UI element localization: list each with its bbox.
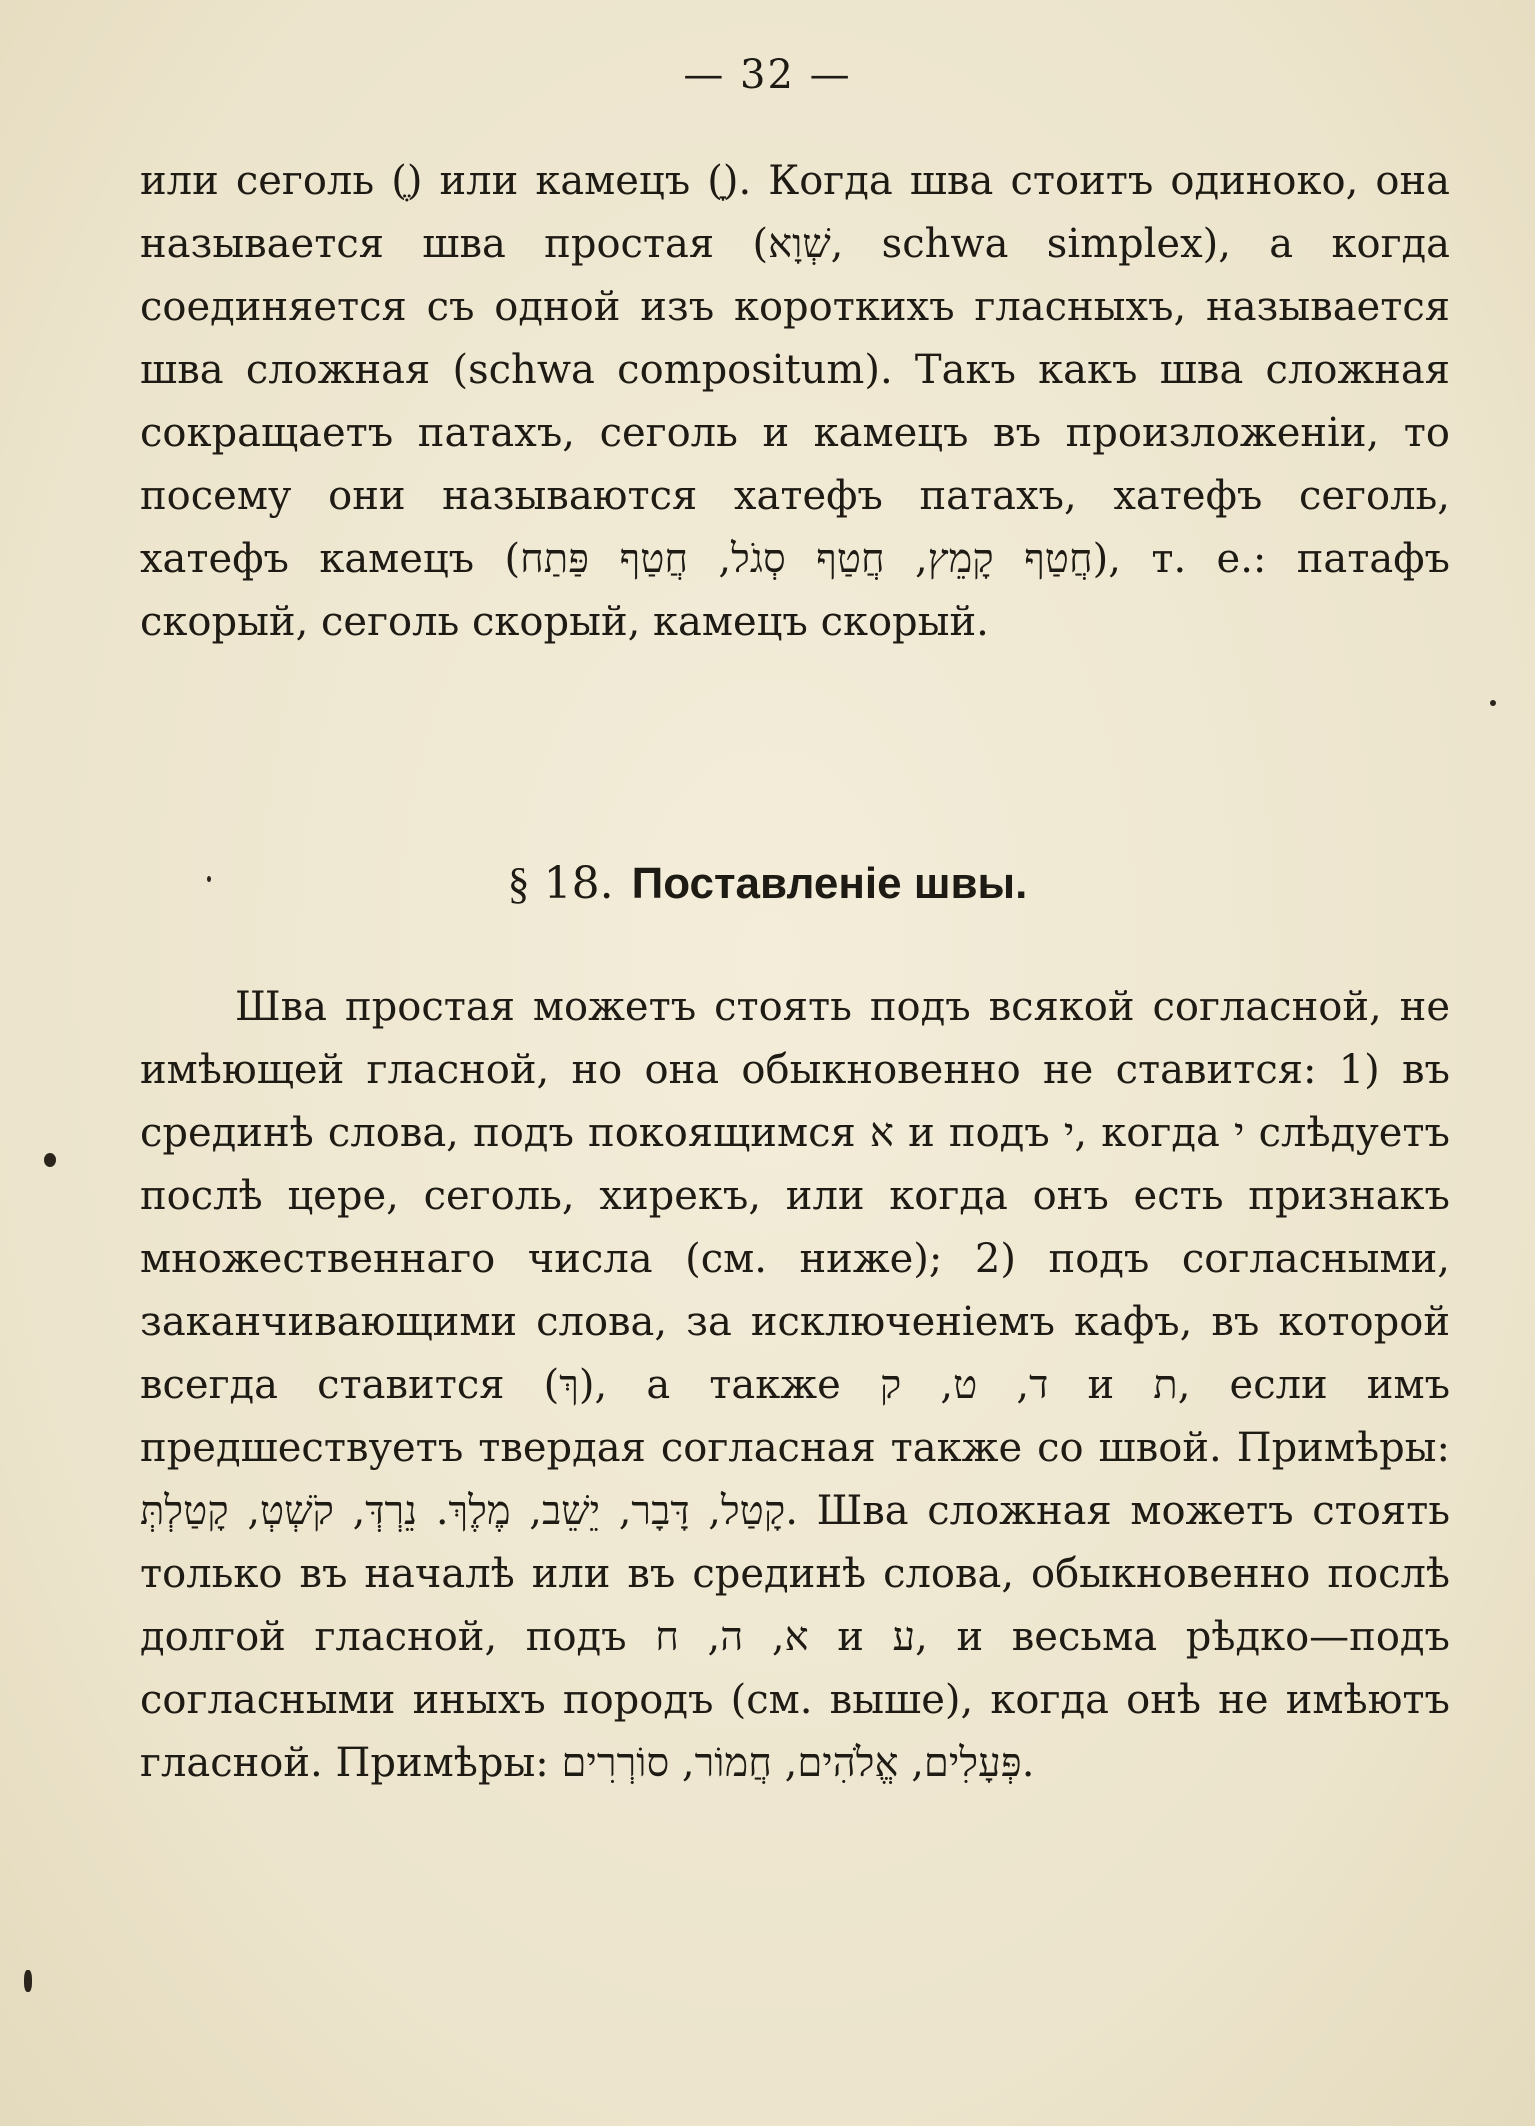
ink-speck (1490, 700, 1496, 706)
ink-speck (24, 1970, 32, 1992)
body-paragraph: Шва простая можетъ стоять подъ всякой согласной, не имѣющей гласной, но она обыкновенно не ставится: 1) въ срединѣ слова, подъ покоящимся א и подъ י, когда י слѣдуетъ послѣ цере, сеголь, хирекъ, или когда онъ есть признакъ множественнаго числа (см. ниже); 2) подъ согласными, заканчивающими слова, за исключеніемъ кафъ, въ которой всегда ставится (ךְ), а также ד, ט, ק и ת, если имъ предшествуетъ твердая согласная также со швой. Примѣры: קָטַל, דָּבָר, יֵשֵׁב, מֶלֶךְ. נֵרְדְּ, קֹשְׁטְ, קָטַלְתְּ. Шва сложная можетъ стоять только въ началѣ или въ срединѣ слова, обыкновенно послѣ долгой гласной, подъ א, ה, ח и ע, и весьма рѣдко—подъ согласными иныхъ породъ (см. выше), когда онѣ не имѣютъ гласной. Примѣры: פְּעָלִים, אֱלֹהִים, חֲמוֹר, סוֹרְרִים. (140, 984, 1451, 1786)
section-heading (0, 858, 1535, 909)
ink-speck (44, 1153, 56, 1167)
ink-speck (207, 876, 211, 882)
intro-paragraph: или сеголь (ֶ) или камецъ (ָ). Когда шва стоитъ одиноко, она называется шва простая (שְׁוָא, schwa simplex), а когда соединяется съ одной изъ короткихъ гласныхъ, называется шва сложная (schwa compositum). Такъ какъ шва сложная сокращаетъ патахъ, сеголь и камецъ въ произложеніи, то посему они называются хатефъ патахъ, хатефъ сеголь, хатефъ камецъ (חֲטַף קָמֵץ, חֲטַף סְגֹל, חֲטַף פַּתַח), т. е.: патафъ скорый, сеголь скорый, камецъ скорый. (140, 158, 1451, 645)
section-title: Поставленіе швы. (631, 859, 1028, 908)
section-symbol: § (507, 859, 530, 908)
section-number: 18. (543, 858, 614, 909)
page-number: — 32 — (683, 52, 852, 98)
